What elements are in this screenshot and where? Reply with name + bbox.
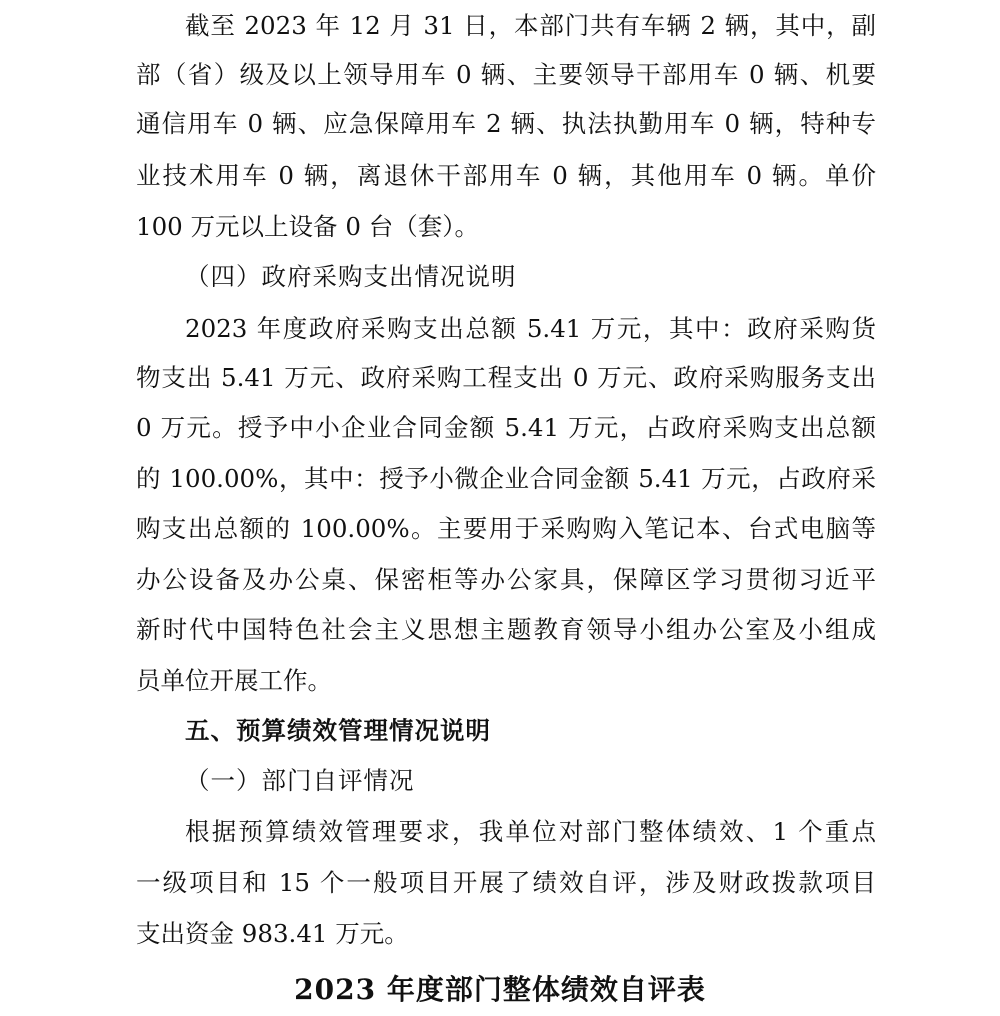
paragraph-line: 购支出总额的 100.00%。主要用于采购购入笔记本、台式电脑等 [136, 514, 876, 543]
paragraph-line: 2023 年度政府采购支出总额 5.41 万元，其中：政府采购货 [185, 314, 876, 343]
paragraph-line: 新时代中国特色社会主义思想主题教育领导小组办公室及小组成 [136, 615, 876, 644]
table-title: 2023 年度部门整体绩效自评表 [294, 973, 706, 1006]
paragraph-line: 员单位开展工作。 [136, 666, 332, 695]
section-heading-procurement: （四）政府采购支出情况说明 [185, 262, 517, 291]
paragraph-line: 的 100.00%，其中：授予小微企业合同金额 5.41 万元，占政府采 [136, 464, 876, 493]
paragraph-line: 一级项目和 15 个一般项目开展了绩效自评，涉及财政拨款项目 [136, 868, 876, 897]
paragraph-line: 部（省）级及以上领导用车 0 辆、主要领导干部用车 0 辆、机要 [136, 60, 876, 89]
paragraph-line: 根据预算绩效管理要求，我单位对部门整体绩效、1 个重点 [185, 817, 876, 846]
section-heading-performance: 五、预算绩效管理情况说明 [185, 716, 491, 745]
paragraph-line: 截至 2023 年 12 月 31 日，本部门共有车辆 2 辆，其中，副 [185, 11, 876, 40]
paragraph-line: 支出资金 983.41 万元。 [136, 919, 409, 948]
paragraph-line: 通信用车 0 辆、应急保障用车 2 辆、执法执勤用车 0 辆，特种专 [136, 109, 876, 138]
paragraph-line: 0 万元。授予中小企业合同金额 5.41 万元，占政府采购支出总额 [136, 413, 876, 442]
section-subheading-self-evaluation: （一）部门自评情况 [185, 766, 415, 795]
paragraph-line: 物支出 5.41 万元、政府采购工程支出 0 万元、政府采购服务支出 [136, 363, 876, 392]
paragraph-line: 100 万元以上设备 0 台（套）。 [136, 212, 479, 241]
paragraph-line: 办公设备及办公桌、保密柜等办公家具，保障区学习贯彻习近平 [136, 565, 876, 594]
paragraph-line: 业技术用车 0 辆，离退休干部用车 0 辆，其他用车 0 辆。单价 [136, 161, 876, 190]
